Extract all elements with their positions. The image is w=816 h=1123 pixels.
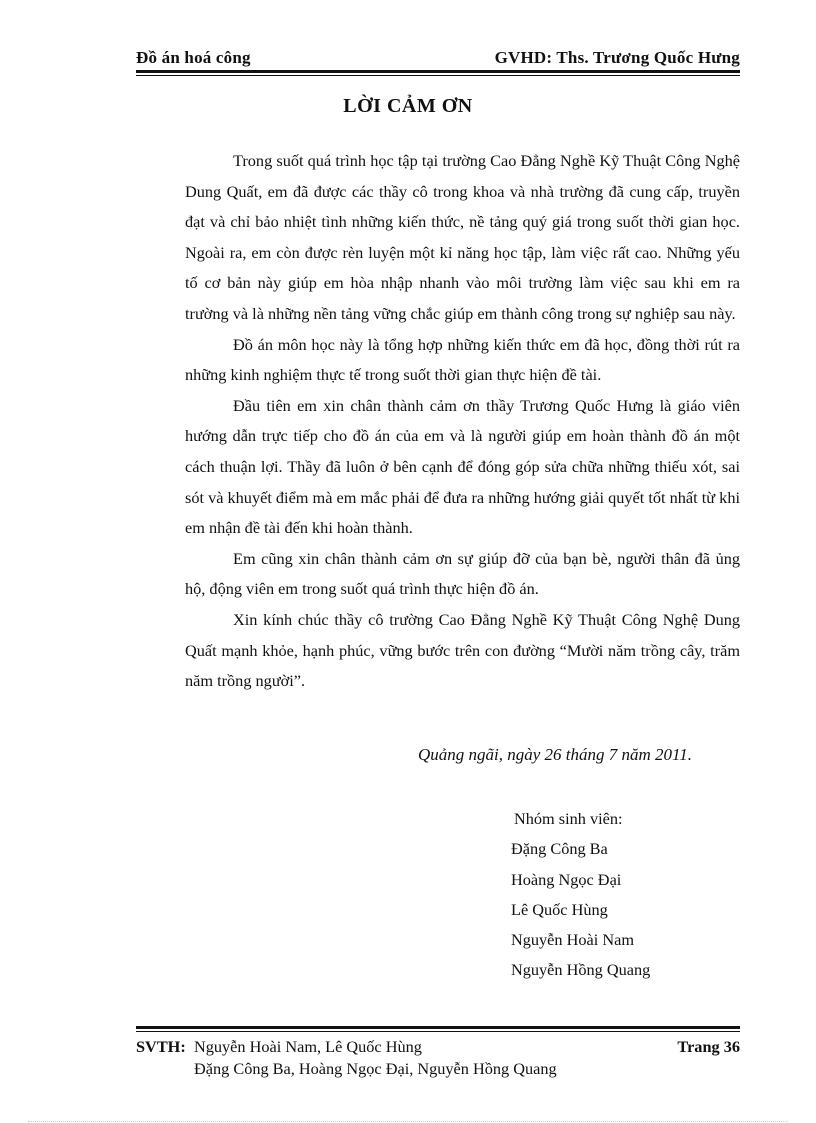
paragraph: Xin kính chúc thầy cô trường Cao Đẳng Nghề Kỹ Thuật Công Nghệ Dung Quất mạnh khỏe, hạnh phúc, vững bước trên con đường “Mười năm trồng cây, trăm năm trồng người”.: [185, 609, 740, 691]
place-date: Quảng ngãi, ngày 26 tháng 7 năm 2011.: [418, 745, 693, 764]
page-footer: [136, 1036, 740, 1080]
svth-names-line1: Nguyễn Hoài Nam, Lê Quốc Hùng: [194, 1037, 422, 1056]
group-label: Nhóm sinh viên:: [514, 809, 623, 828]
page-header: [136, 46, 740, 70]
member-name: Hoàng Ngọc Đại: [511, 869, 622, 889]
footer-rule: [136, 1026, 740, 1032]
paragraph: Trong suốt quá trình học tập tại trường Cao Đẳng Nghề Kỹ Thuật Công Nghệ Dung Quất, em đã được các thầy cô trong khoa và nhà trường đã cung cấp, truyền đạt và chỉ bảo nhiệt tình những kiến thức, nề tảng quý giá trong suốt thời gian học. Ngoài ra, em còn được rèn luyện một kỉ năng học tập, làm việc rất cao. Những yếu tố cơ bản này giúp em hòa nhập nhanh vào môi trường làm việc sau khi em ra trường và là những nền tảng vững chắc giúp em thành công trong sự nghiệp sau này.: [185, 151, 740, 323]
header-advisor: GVHD: Ths. Trương Quốc Hưng: [494, 48, 740, 67]
paragraph: Đồ án môn học này là tổng hợp những kiến thức em đã học, đồng thời rút ra những kinh nghiệm thực tế trong suốt thời gian thực hiện đề tài.: [185, 334, 740, 385]
member-name: Lê Quốc Hùng: [511, 899, 608, 919]
acknowledgement-body: [185, 146, 740, 697]
svth-label: SVTH:: [136, 1037, 186, 1056]
page-title: LỜI CẢM ƠN: [343, 95, 473, 117]
page-number: Trang 36: [677, 1037, 740, 1056]
header-course-title: Đồ án hoá công: [136, 48, 251, 67]
student-group: [511, 804, 650, 986]
bottom-dotted-line: [28, 1121, 788, 1122]
member-name: Nguyễn Hồng Quang: [511, 960, 651, 980]
paragraph: Em cũng xin chân thành cảm ơn sự giúp đỡ của bạn bè, người thân đã ủng hộ, động viên em trong suốt quá trình thực hiện đồ án.: [185, 548, 740, 599]
header-rule: [136, 70, 740, 76]
svth-names-line2: Đặng Công Ba, Hoàng Ngọc Đại, Nguyễn Hồng Quang: [194, 1059, 557, 1078]
member-name: Nguyễn Hoài Nam: [511, 930, 634, 950]
member-name: Đặng Công Ba: [511, 839, 608, 859]
paragraph: Đầu tiên em xin chân thành cảm ơn thầy Trương Quốc Hưng là giáo viên hướng dẫn trực tiếp cho đồ án của em và là người giúp em hoàn thành đồ án một cách thuận lợi. Thầy đã luôn ở bên cạnh để đóng góp sửa chữa những thiếu xót, sai sót và khuyết điểm mà em mắc phải để đưa ra những hướng giải quyết tốt nhất từ khi em nhận đề tài đến khi hoàn thành.: [185, 395, 740, 538]
